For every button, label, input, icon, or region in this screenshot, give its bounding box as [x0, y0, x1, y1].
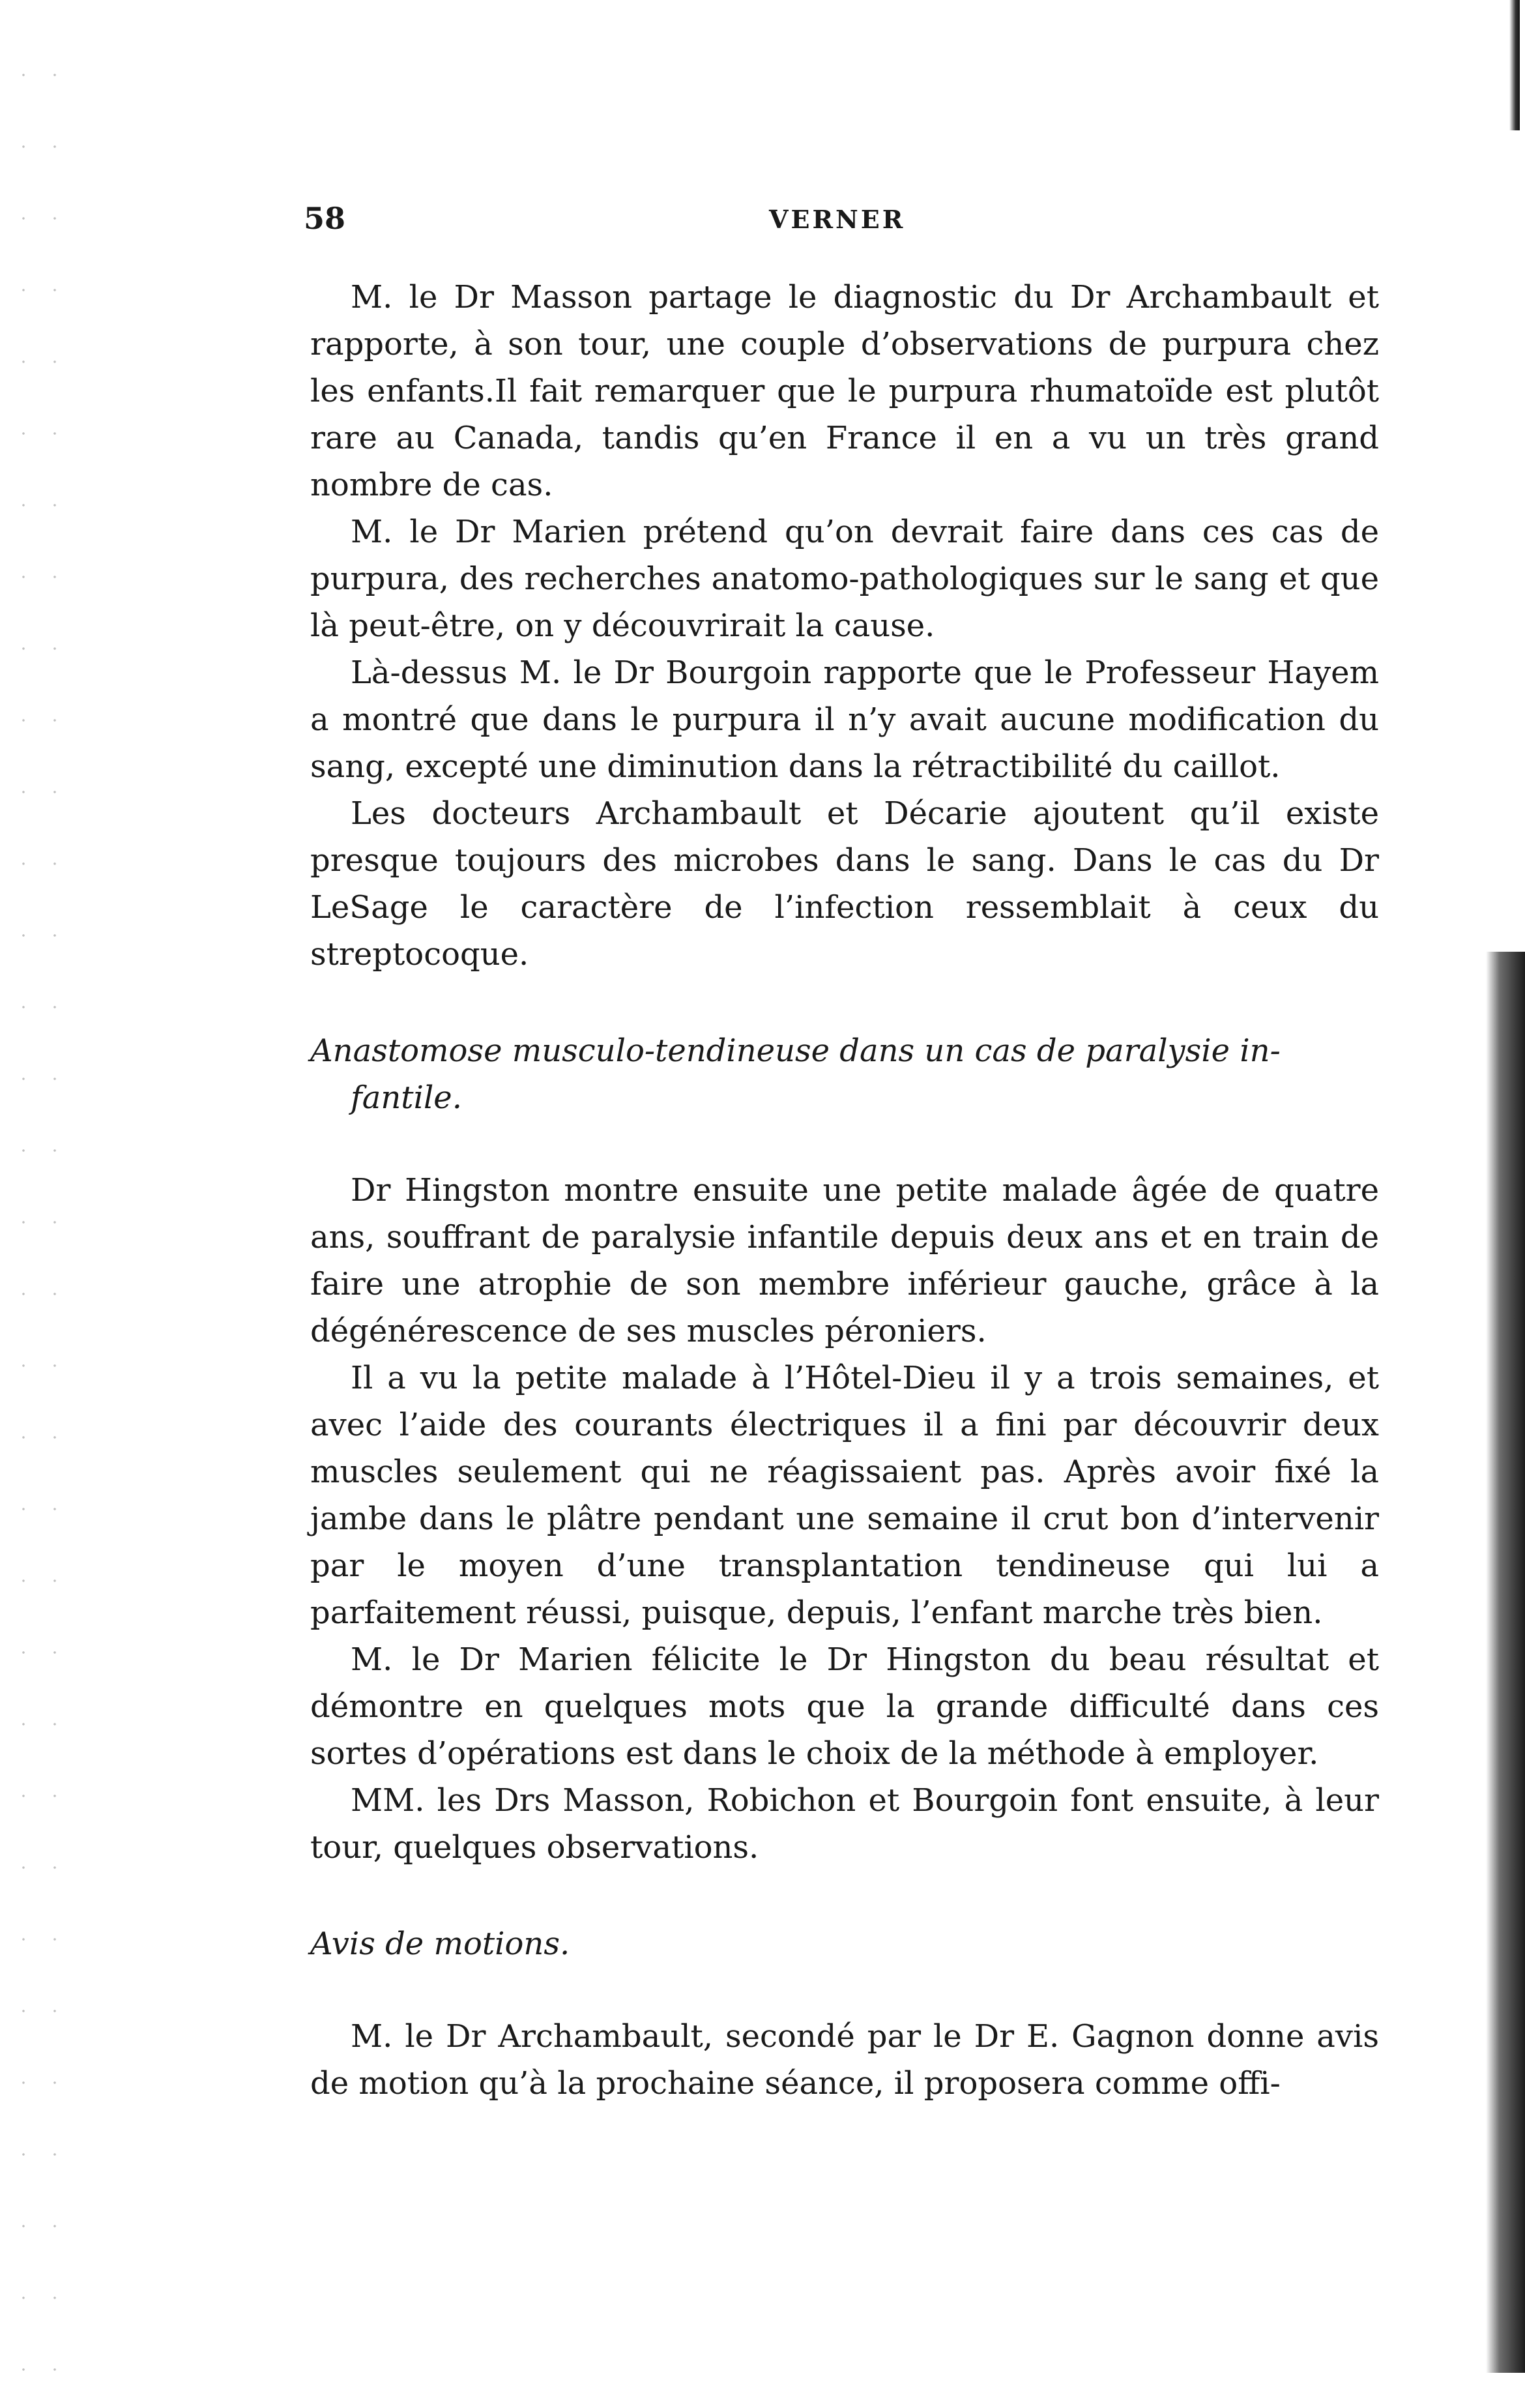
- paragraph: Dr Hingston montre ensuite une petite malade âgée de quatre ans, souffrant de paralysie infantile depuis deux ans et en train de faire une atrophie de son membre inférieur gauche, grâce à la dégénérescence de ses muscles péroniers.: [310, 1172, 1379, 1349]
- section-heading: [310, 1920, 1379, 1967]
- section-heading: [310, 1027, 1379, 1121]
- section-heading-line: Avis de motions.: [310, 1926, 570, 1962]
- page-body: [310, 274, 1379, 2107]
- paragraph: Il a vu la petite malade à l’Hôtel-Dieu il y a trois semaines, et avec l’aide des courants électriques il a fini par découvrir deux muscles seulement qui ne réagissaient pas. Après avoir fixé la jambe dans le plâtre pendant une semaine il crut bon d’intervenir par le moyen d’une transplantation tendineuse qui lui a parfaitement réussi, puisque, depuis, l’enfant marche très bien.: [310, 1360, 1379, 1631]
- paragraph: M. le Dr Masson partage le diagnostic du Dr Archambault et rapporte, à son tour, une couple d’observations de purpura chez les enfants.Il fait remarquer que le purpura rhumatoïde est plutôt rare au Canada, tandis qu’en France il en a vu un très grand nombre de cas.: [310, 279, 1379, 503]
- scan-edge-shadow: [1486, 952, 1525, 2373]
- running-head: VERNER: [769, 205, 906, 234]
- scan-edge-top: [1509, 0, 1520, 130]
- paragraph: Les docteurs Archambault et Décarie ajoutent qu’il existe presque toujours des microbes dans le sang. Dans le cas du Dr LeSage le caractère de l’infection ressemblait à ceux du streptocoque.: [310, 795, 1379, 973]
- section-heading-line: Anastomose musculo-tendineuse dans un cas de paralysie in-: [310, 1033, 1281, 1069]
- page-number: 58: [304, 201, 346, 236]
- paragraph: MM. les Drs Masson, Robichon et Bourgoin font ensuite, à leur tour, quelques observations.: [310, 1782, 1379, 1866]
- paragraph: M. le Dr Marien prétend qu’on devrait faire dans ces cas de purpura, des recherches anatomo-pathologiques sur le sang et que là peut-être, on y découvrirait la cause.: [310, 514, 1379, 644]
- section-heading-line: fantile.: [351, 1079, 462, 1116]
- paragraph: M. le Dr Archambault, secondé par le Dr E. Gagnon donne avis de motion qu’à la prochaine séance, il proposera comme offi-: [310, 2018, 1379, 2102]
- scan-margin-specks: [8, 39, 80, 2386]
- paragraph: M. le Dr Marien félicite le Dr Hingston du beau résultat et démontre en quelques mots que la grande difficulté dans ces sortes d’opérations est dans le choix de la méthode à employer.: [310, 1641, 1379, 1772]
- paragraph: Là-dessus M. le Dr Bourgoin rapporte que le Professeur Hayem a montré que dans le purpura il n’y avait aucune modification du sang, excepté une diminution dans la rétractibilité du caillot.: [310, 654, 1379, 785]
